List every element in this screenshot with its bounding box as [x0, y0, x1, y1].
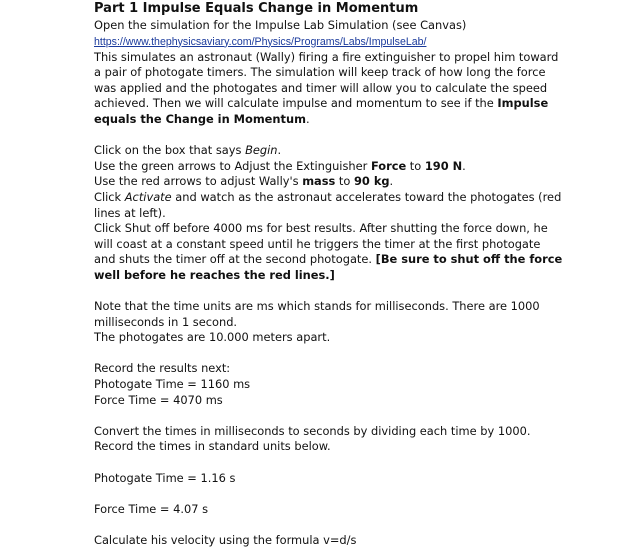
document-page	[94, 0, 564, 549]
time-units-note: Note that the time units are ms which stands for milliseconds. There are 1000 milliseconds in 1 second.	[94, 299, 540, 329]
force-time-seconds: Force Time = 4.07 s	[94, 501, 209, 516]
intro-text: Open the simulation for the Impulse Lab Simulation (see Canvas)	[94, 18, 467, 32]
photogate-distance-note: The photogates are 10.000 meters apart.	[94, 330, 331, 345]
impulse-emphasis: Impulse equals the Change in Momentum	[94, 96, 549, 126]
photogate-time-ms: Photogate Time = 1160 ms	[94, 377, 251, 392]
shutoff-warning: [Be sure to shut off the force well before he reaches the red lines.]	[94, 252, 563, 282]
record-heading: Record the results next:	[94, 361, 231, 376]
page-title: Part 1 Impulse Equals Change in Momentum	[94, 1, 419, 16]
photogate-time-seconds: Photogate Time = 1.16 s	[94, 470, 236, 485]
force-time-ms: Force Time = 4070 ms	[94, 392, 223, 407]
velocity-instruction: Calculate his velocity using the formula v=d/s	[94, 533, 357, 547]
step-begin: Click on the box that says Begin.	[94, 143, 282, 158]
convert-instruction: Convert the times in milliseconds to seconds by dividing each time by 1000.	[94, 423, 531, 438]
step-force: Use the green arrows to Adjust the Extinguisher Force to 190 N.	[94, 158, 466, 173]
description-paragraph: This simulates an astronaut (Wally) firing a fire extinguisher to propel him toward a pair of photogate timers. The simulation will keep track of how long the force was applied and the photogates and timer will allow you to calculate the speed achieved. Then we will calculate impulse and momentum to see if the Impulse equals the Change in Momentum.	[94, 49, 559, 126]
step-shutoff: Click Shut off before 4000 ms for best results. After shutting the force down, he will coast at a constant speed until he triggers the timer at the first photogate and shuts the timer off at the second photogate. [Be sure to shut off the force well before he reaches the red lines.]	[94, 221, 563, 282]
step-mass: Use the red arrows to adjust Wally's mass to 90 kg.	[94, 174, 394, 189]
simulation-link[interactable]: https://www.thephysicsaviary.com/Physics/Programs/Labs/ImpulseLab/	[94, 35, 427, 48]
record-standard-units: Record the times in standard units below.	[94, 439, 331, 454]
step-activate: Click Activate and watch as the astronaut accelerates toward the photogates (red lines at left).	[94, 189, 562, 220]
